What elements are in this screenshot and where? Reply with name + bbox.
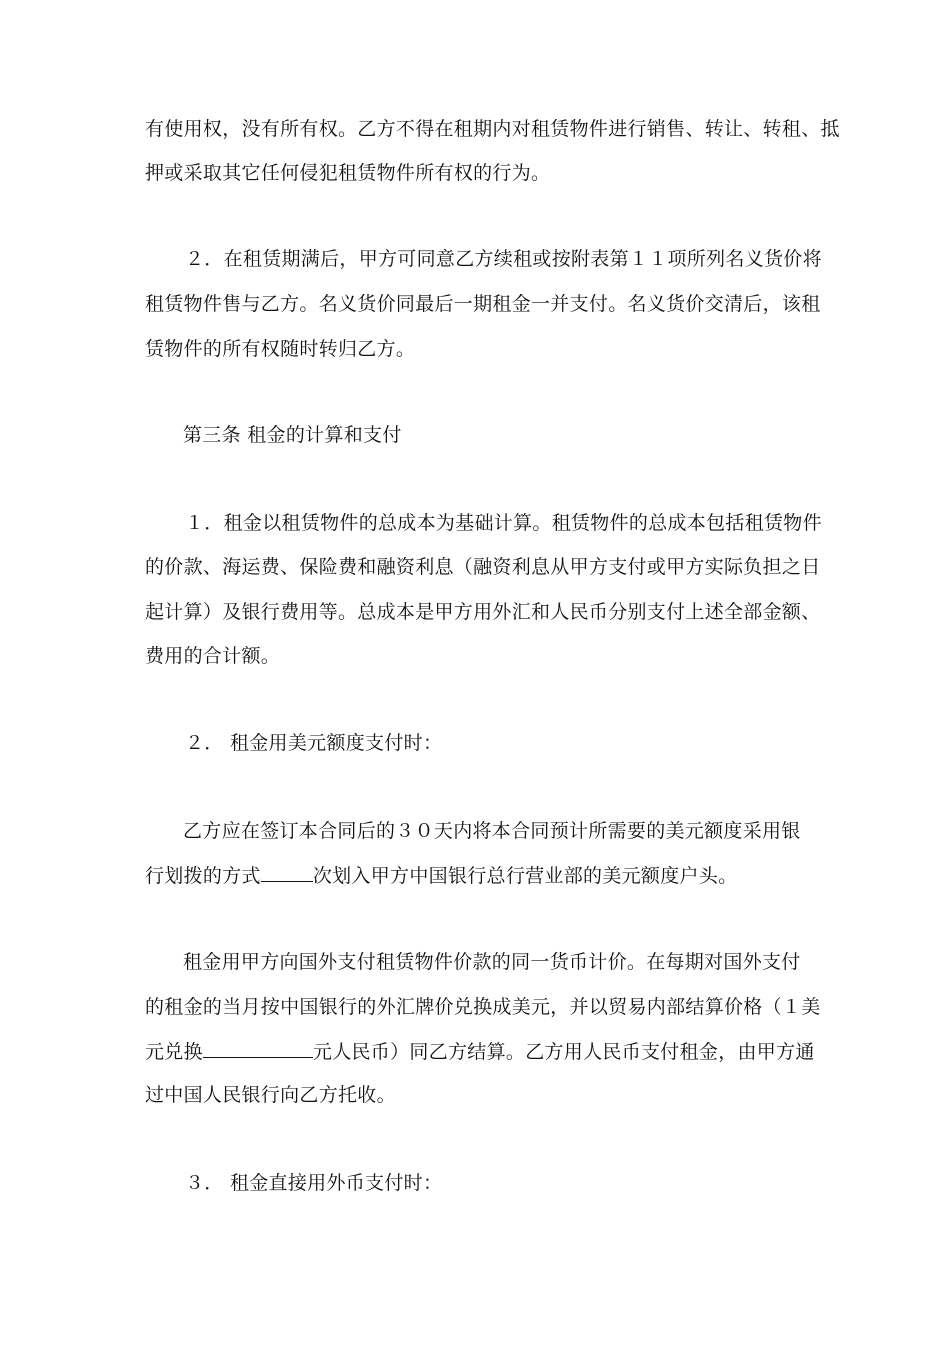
p3-line-3: 起计算）及银行费用等。总成本是甲方用外汇和人民币分别支付上述全部金额、 — [145, 601, 821, 623]
p3-line-2: 的价款、海运费、保险费和融资利息（融资利息从甲方支付或甲方实际负担之日 — [145, 556, 821, 578]
p6-line-3 — [145, 1039, 815, 1064]
p4-clause-2: ２． 租金用美元额度支付时： — [185, 732, 443, 754]
article-3-heading: 第三条 租金的计算和支付 — [183, 424, 402, 446]
p6-line-3-after: 元人民币）同乙方结算。乙方用人民币支付租金，由甲方通 — [312, 1041, 815, 1063]
installments-blank — [261, 863, 313, 882]
p6-line-1: 租金用甲方向国外支付租赁物件价款的同一货币计价。在每期对国外支付 — [183, 951, 801, 973]
p6-line-4: 过中国人民银行向乙方托收。 — [145, 1084, 396, 1106]
p2-line-3: 赁物件的所有权随时转归乙方。 — [145, 338, 416, 360]
exchange-rate-blank — [203, 1039, 313, 1058]
p5-line-1: 乙方应在签订本合同后的３０天内将本合同预计所需要的美元额度采用银 — [183, 820, 801, 842]
p7-clause-3: ３． 租金直接用外币支付时： — [185, 1172, 443, 1194]
p3-line-1: １．租金以租赁物件的总成本为基础计算。租赁物件的总成本包括租赁物件 — [185, 512, 822, 534]
p2-line-1: ２．在租赁期满后，甲方可同意乙方续租或按附表第１１项所列名义货价将 — [185, 248, 822, 270]
p6-line-3-before: 元兑换 — [145, 1041, 203, 1063]
p3-line-4: 费用的合计额。 — [145, 645, 281, 667]
p1-line-1: 有使用权，没有所有权。乙方不得在租期内对租赁物件进行销售、转让、转租、抵 — [145, 118, 840, 140]
p6-line-2: 的租金的当月按中国银行的外汇牌价兑换成美元，并以贸易内部结算价格（１美 — [145, 996, 821, 1018]
p2-line-2: 租赁物件售与乙方。名义货价同最后一期租金一并支付。名义货价交清后，该租 — [145, 293, 821, 315]
p5-line-2 — [145, 863, 737, 888]
p5-line-2-before: 行划拨的方式 — [145, 865, 261, 887]
p5-line-2-after: 次划入甲方中国银行总行营业部的美元额度户头。 — [312, 865, 738, 887]
p1-line-2: 押或采取其它任何侵犯租赁物件所有权的行为。 — [145, 162, 551, 184]
